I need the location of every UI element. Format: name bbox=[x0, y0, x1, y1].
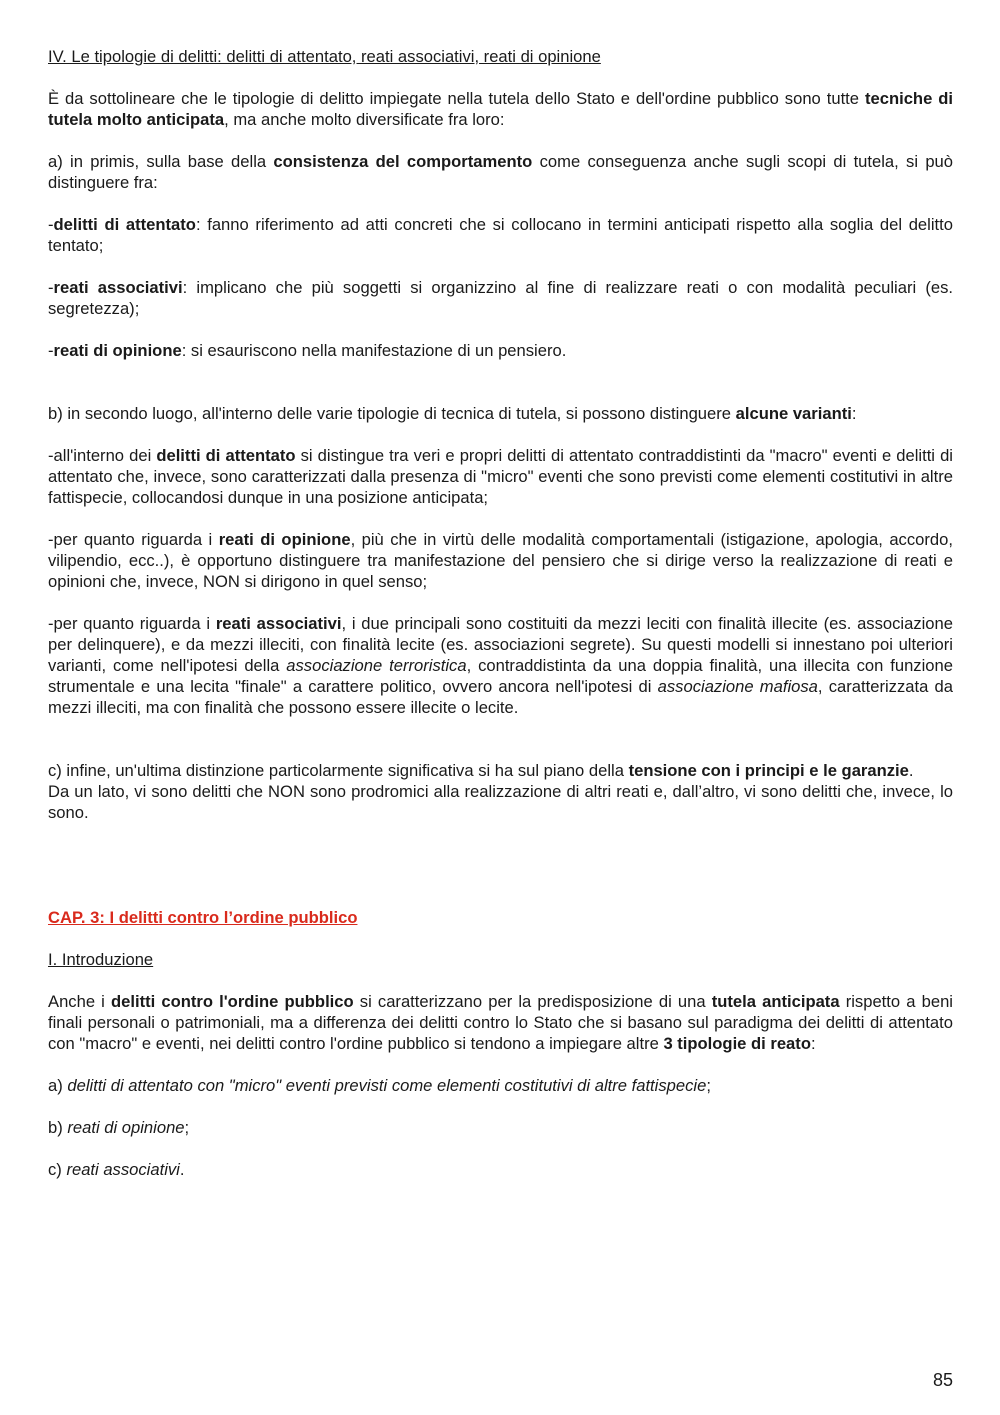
reati-opinione-item: -reati di opinione: si esauriscono nella manifestazione di un pensiero. bbox=[48, 341, 567, 360]
varianti-associativi-paragraph: -per quanto riguarda i reati associativi, i due principali sono costituiti da mezzi leciti con finalità illecite (es. associazione per delinquere), e da mezzi illeciti, con finalità lecite (es. associazioni segrete). Su questi modelli si innestano poi ulteriori varianti, come nell'ipotesi della associazione terroristica, contraddistinta da una doppia finalità, una illecita con funzione strumentale e una lecita "finale" a carattere politico, ovvero ancora nell'ipotesi di associazione mafiosa, caratterizzata da mezzi illeciti, ma con finalità che possono essere illecite o lecite. bbox=[48, 614, 953, 717]
point-b-paragraph: b) in secondo luogo, all'interno delle varie tipologie di tecnica di tutela, si possono distinguere alcune varianti: bbox=[48, 404, 857, 423]
point-a-paragraph: a) in primis, sulla base della consistenza del comportamento come conseguenza anche sugli scopi di tutela, si può distinguere fra: bbox=[48, 152, 954, 192]
varianti-opinione-paragraph: -per quanto riguarda i reati di opinione, più che in virtù delle modalità comportamentali (istigazione, apologia, accordo, vilipendio, ecc..), è opportuno distinguere tra manifestazione del pensiero che si dirige verso la realizzazione di reati e opinioni che, invece, NON si dirigono in quel senso; bbox=[48, 530, 953, 591]
point-c-paragraph: c) infine, un'ultima distinzione particolarmente significativa si ha sul piano della tensione con i principi e le garanzie. bbox=[48, 761, 914, 780]
page-number: 85 bbox=[932, 1370, 953, 1390]
section-iv-intro: È da sottolineare che le tipologie di delitto impiegate nella tutela dello Stato e dell'ordine pubblico sono tutte tecniche di tutela molto anticipata, ma anche molto diversificate fra loro: bbox=[48, 89, 953, 129]
chapter-title: CAP. 3: I delitti contro l’ordine pubblico bbox=[48, 908, 358, 927]
list-item-a: a) delitti di attentato con "micro" eventi previsti come elementi costitutivi di altre fattispecie; bbox=[48, 1076, 711, 1095]
section-i-intro: Anche i delitti contro l'ordine pubblico si caratterizzano per la predisposizione di una tutela anticipata rispetto a beni finali personali o patrimoniali, ma a differenza dei delitti contro lo Stato che si basano sul paradigma dei delitti di attentato con "macro" e eventi, nei delitti contro l'ordine pubblico si tendono a impiegare altre 3 tipologie di reato: bbox=[48, 992, 953, 1053]
list-item-b: b) reati di opinione; bbox=[48, 1118, 190, 1137]
section-i-title: I. Introduzione bbox=[48, 950, 154, 969]
document-page bbox=[48, 46, 953, 1180]
varianti-attentato-paragraph: -all'interno dei delitti di attentato si distingue tra veri e propri delitti di attentato contraddistinti da "macro" eventi e delitti di attentato che, invece, sono caratterizzati dalla presenza di "micro" eventi che sono previsti come elementi costitutivi in altre fattispecie, collocandosi dunque in una posizione anticipata; bbox=[48, 446, 953, 507]
section-iv-title: IV. Le tipologie di delitti: delitti di attentato, reati associativi, reati di opinione bbox=[48, 47, 601, 66]
point-c-continuation: Da un lato, vi sono delitti che NON sono prodromici alla realizzazione di altri reati e, dall’altro, vi sono delitti che, invece, lo sono. bbox=[48, 782, 953, 822]
delitti-attentato-item: -delitti di attentato: fanno riferimento ad atti concreti che si collocano in termini anticipati rispetto alla soglia del delitto tentato; bbox=[48, 215, 953, 255]
reati-associativi-item: -reati associativi: implicano che più soggetti si organizzino al fine di realizzare reati o con modalità peculiari (es. segretezza); bbox=[48, 278, 953, 318]
list-item-c: c) reati associativi. bbox=[48, 1160, 185, 1179]
